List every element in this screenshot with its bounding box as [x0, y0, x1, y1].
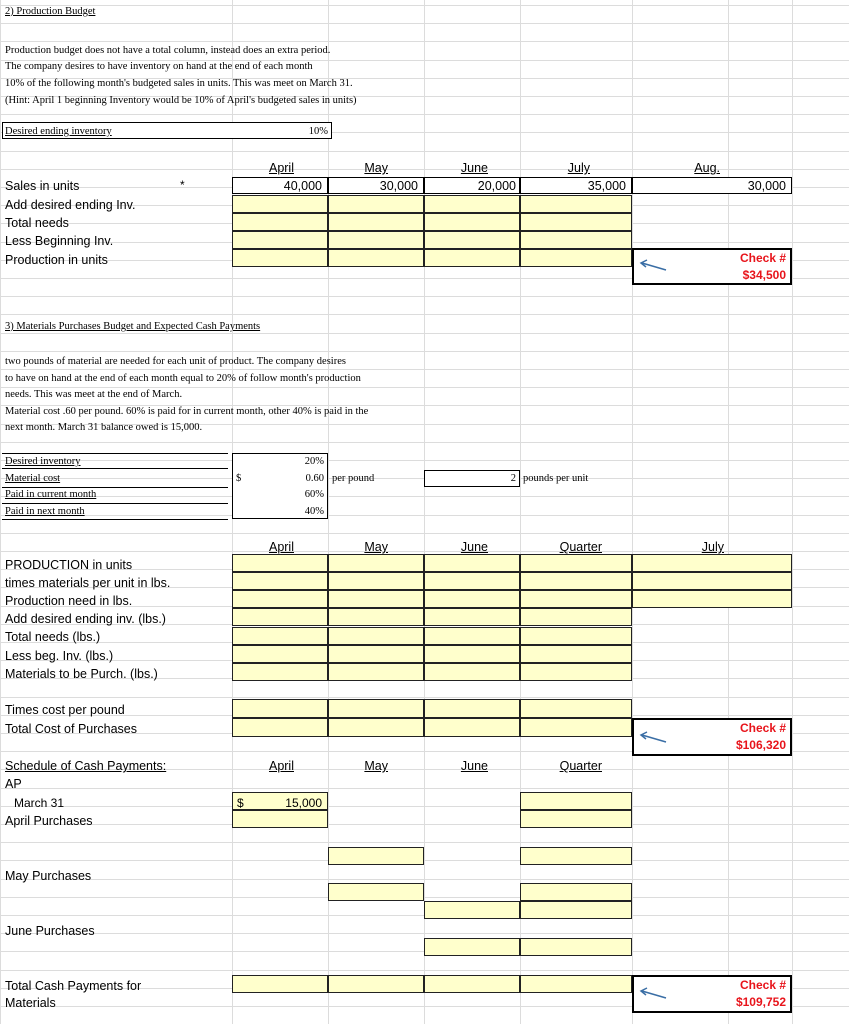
production-input-cell[interactable] [232, 213, 328, 231]
production-input-cell[interactable] [232, 195, 328, 213]
param-paid-next-value[interactable]: 40% [304, 506, 324, 517]
cost-input-cell[interactable] [520, 718, 632, 737]
header-june: June [460, 161, 488, 175]
param-desired-inventory-value[interactable]: 20% [304, 456, 324, 467]
production-input-cell[interactable] [328, 195, 424, 213]
mat-row-times-cost: Times cost per pound [5, 703, 125, 717]
materials-input-cell[interactable] [232, 608, 328, 626]
materials-note-5: next month. March 31 balance owed is 15,000. [5, 422, 203, 433]
per-pound-label: per pound [332, 473, 375, 484]
mat-header-quarter: Quarter [559, 540, 602, 554]
materials-input-cell[interactable] [424, 627, 520, 645]
param-material-cost: Material cost [5, 473, 61, 484]
production-input-cell[interactable] [424, 195, 520, 213]
cash-march31-quarter-cell[interactable] [520, 792, 632, 810]
materials-input-cell[interactable] [520, 590, 632, 608]
pounds-per-unit-label: pounds per unit [523, 473, 589, 484]
materials-input-cell[interactable] [520, 663, 632, 681]
materials-input-cell[interactable] [520, 572, 632, 590]
mat-header-april: April [268, 540, 294, 554]
cash-total-cell[interactable] [520, 975, 632, 993]
cash-total-cell[interactable] [328, 975, 424, 993]
materials-input-cell[interactable] [520, 645, 632, 663]
materials-input-cell[interactable] [328, 572, 424, 590]
production-input-cell[interactable] [328, 249, 424, 267]
param-divider [2, 487, 228, 488]
param-paid-next: Paid in next month [5, 506, 85, 517]
cash-total-label-1: Total Cash Payments for [5, 979, 142, 993]
cash-may-june-cell[interactable] [424, 901, 520, 919]
mat-row-less-beg: Less beg. Inv. (lbs.) [5, 649, 114, 663]
sales-april: 40,000 [283, 179, 322, 193]
production-input-cell[interactable] [424, 231, 520, 249]
desired-ending-inventory-label: Desired ending inventory [5, 126, 112, 137]
materials-note-1: two pounds of material are needed for each unit of product. The company desires [5, 356, 346, 367]
production-note-2: The company desires to have inventory on hand at the end of each month [5, 61, 313, 72]
cash-check-label: Check # [739, 978, 786, 992]
materials-july-input-cell[interactable] [632, 554, 792, 572]
materials-input-cell[interactable] [232, 590, 328, 608]
mat-row-add-desired: Add desired ending inv. (lbs.) [5, 612, 166, 626]
materials-input-cell[interactable] [328, 608, 424, 626]
production-check-label: Check # [739, 251, 786, 265]
cash-may-may-cell[interactable] [328, 883, 424, 901]
materials-input-cell[interactable] [232, 554, 328, 572]
mat-row-total-needs: Total needs (lbs.) [5, 630, 101, 644]
param-divider [2, 503, 228, 504]
arrow-icon [636, 730, 668, 746]
materials-input-cell[interactable] [520, 554, 632, 572]
materials-input-cell[interactable] [520, 627, 632, 645]
cash-check-value: $109,752 [735, 995, 786, 1009]
materials-input-cell[interactable] [328, 554, 424, 572]
param-desired-inventory: Desired inventory [5, 456, 81, 467]
cash-total-cell[interactable] [424, 975, 520, 993]
production-input-cell[interactable] [328, 213, 424, 231]
cost-input-cell[interactable] [328, 718, 424, 737]
production-input-cell[interactable] [520, 249, 632, 267]
cost-input-cell[interactable] [232, 699, 328, 718]
row-total-needs: Total needs [5, 216, 69, 230]
cash-april-may-cell[interactable] [328, 847, 424, 865]
header-july: July [567, 161, 590, 175]
materials-input-cell[interactable] [424, 554, 520, 572]
materials-input-cell[interactable] [424, 572, 520, 590]
cash-header-quarter: Quarter [559, 759, 602, 773]
mat-row-production-need: Production need in lbs. [5, 594, 133, 608]
cash-april-purchases: April Purchases [5, 814, 93, 828]
arrow-icon [636, 986, 668, 1002]
production-note-1: Production budget does not have a total column, instead does an extra period. [5, 45, 331, 56]
cash-header-june: June [460, 759, 488, 773]
desired-ending-inventory-value[interactable]: 10% [308, 126, 328, 137]
materials-input-cell[interactable] [520, 608, 632, 626]
mat-row-total-cost: Total Cost of Purchases [5, 722, 138, 736]
row-sales-in-units: Sales in units [5, 179, 80, 193]
materials-july-input-cell[interactable] [632, 590, 792, 608]
cash-may-quarter-cell[interactable] [520, 901, 632, 919]
cash-header-may: May [364, 759, 388, 773]
cash-may-quarter-cell[interactable] [520, 883, 632, 901]
cash-ap-label: AP [5, 777, 22, 791]
production-input-cell[interactable] [424, 249, 520, 267]
cash-total-cell[interactable] [232, 975, 328, 993]
header-aug: Aug. [694, 161, 720, 175]
cash-march31-label: March 31 [14, 796, 65, 810]
materials-input-cell[interactable] [232, 663, 328, 681]
pounds-per-unit-value: 2 [510, 473, 516, 484]
cash-april-april-cell[interactable] [232, 810, 328, 828]
cash-june-june-cell[interactable] [424, 938, 520, 956]
materials-input-cell[interactable] [232, 627, 328, 645]
param-material-cost-value[interactable]: 0.60 [305, 473, 324, 484]
mat-header-july: July [701, 540, 724, 554]
row-production-in-units: Production in units [5, 253, 108, 267]
cash-april-quarter-cell[interactable] [520, 847, 632, 865]
materials-input-cell[interactable] [424, 645, 520, 663]
production-input-cell[interactable] [520, 231, 632, 249]
production-input-cell[interactable] [232, 249, 328, 267]
sales-aug: 30,000 [747, 179, 786, 193]
param-paid-current-value[interactable]: 60% [304, 489, 324, 500]
production-input-cell[interactable] [520, 213, 632, 231]
production-note-4: (Hint: April 1 beginning Inventory would be 10% of April's budgeted sales in units) [5, 95, 357, 106]
cost-input-cell[interactable] [424, 718, 520, 737]
header-may: May [364, 161, 388, 175]
cost-input-cell[interactable] [232, 718, 328, 737]
material-cost-dollar: $ [236, 473, 242, 484]
cash-may-purchases: May Purchases [5, 869, 92, 883]
mat-row-production: PRODUCTION in units [5, 558, 133, 572]
sales-may: 30,000 [379, 179, 418, 193]
mat-row-times-materials: times materials per unit in lbs. [5, 576, 171, 590]
cost-input-cell[interactable] [328, 699, 424, 718]
production-note-3: 10% of the following month's budgeted sales in units. This was meet on March 31. [5, 78, 353, 89]
cash-header-april: April [268, 759, 294, 773]
cash-march31-value: 15,000 [285, 796, 322, 810]
materials-note-4: Material cost .60 per pound. 60% is paid for in current month, other 40% is paid in the [5, 406, 369, 417]
materials-check-label: Check # [739, 721, 786, 735]
materials-input-cell[interactable] [328, 663, 424, 681]
production-input-cell[interactable] [424, 213, 520, 231]
materials-input-cell[interactable] [424, 608, 520, 626]
mat-header-may: May [364, 540, 388, 554]
asterisk-marker: * [180, 178, 185, 192]
materials-input-cell[interactable] [328, 590, 424, 608]
materials-july-input-cell[interactable] [632, 572, 792, 590]
production-input-cell[interactable] [520, 195, 632, 213]
cash-schedule-title: Schedule of Cash Payments: [5, 759, 167, 773]
param-paid-current: Paid in current month [5, 489, 97, 500]
cost-input-cell[interactable] [424, 699, 520, 718]
materials-input-cell[interactable] [424, 590, 520, 608]
materials-input-cell[interactable] [424, 663, 520, 681]
cash-total-label-2: Materials [5, 996, 56, 1010]
production-heading: 2) Production Budget [5, 6, 96, 17]
cost-input-cell[interactable] [520, 699, 632, 718]
sales-june: 20,000 [477, 179, 516, 193]
materials-note-3: needs. This was meet at the end of March. [5, 389, 183, 400]
cash-june-purchases: June Purchases [5, 924, 95, 938]
mat-header-june: June [460, 540, 488, 554]
materials-input-cell[interactable] [232, 645, 328, 663]
materials-heading: 3) Materials Purchases Budget and Expected Cash Payments [5, 321, 261, 332]
materials-input-cell[interactable] [232, 572, 328, 590]
materials-note-2: to have on hand at the end of each month equal to 20% of follow month's production [5, 373, 361, 384]
param-divider [2, 519, 228, 520]
sales-july: 35,000 [587, 179, 626, 193]
materials-input-cell[interactable] [328, 645, 424, 663]
arrow-icon [636, 258, 668, 274]
mat-row-materials-purch: Materials to be Purch. (lbs.) [5, 667, 158, 681]
materials-input-cell[interactable] [328, 627, 424, 645]
production-input-cell[interactable] [232, 231, 328, 249]
row-add-desired-ending-inv: Add desired ending Inv. [5, 198, 136, 212]
cash-april-quarter-cell[interactable] [520, 810, 632, 828]
cash-june-quarter-cell[interactable] [520, 938, 632, 956]
row-less-beginning-inv: Less Beginning Inv. [5, 234, 114, 248]
header-april: April [268, 161, 294, 175]
materials-check-value: $106,320 [735, 738, 786, 752]
production-input-cell[interactable] [328, 231, 424, 249]
production-check-value: $34,500 [742, 268, 786, 282]
cash-march31-dollar: $ [237, 796, 244, 810]
